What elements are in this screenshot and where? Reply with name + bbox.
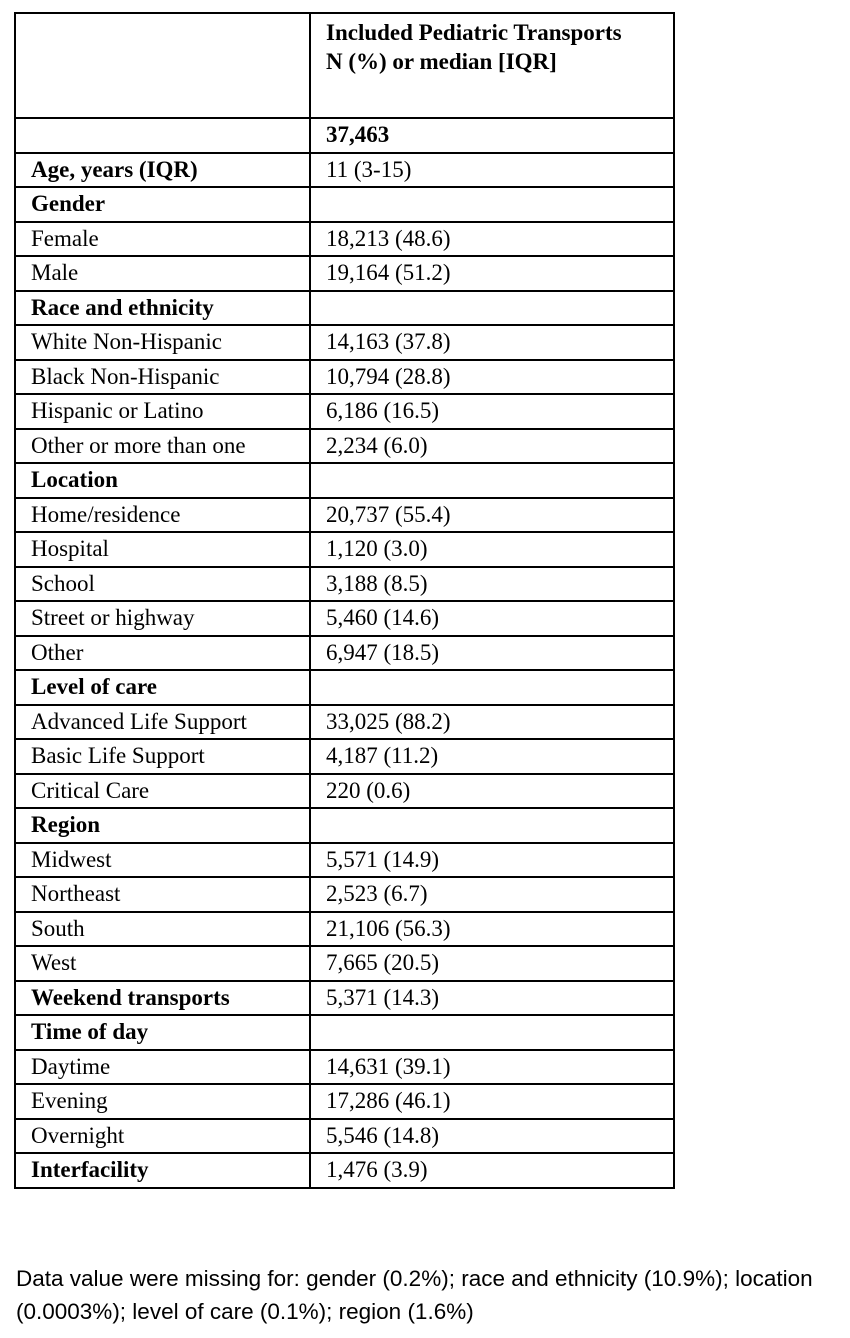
- table-row: [15, 429, 674, 464]
- row-label-cell: South: [15, 912, 310, 947]
- row-value-cell: 5,371 (14.3): [310, 981, 674, 1016]
- table-row: [15, 739, 674, 774]
- row-value-cell: 14,631 (39.1): [310, 1050, 674, 1085]
- row-label-cell: Other or more than one: [15, 429, 310, 464]
- table-row: [15, 498, 674, 533]
- footnote: Data value were missing for: gender (0.2%); race and ethnicity (10.9%); location (0.0003%); level of care (0.1%); region (1.6%): [16, 1266, 813, 1324]
- table-row: [15, 153, 674, 188]
- row-value-cell: [310, 187, 674, 222]
- row-label-cell: Northeast: [15, 877, 310, 912]
- table-row: [15, 912, 674, 947]
- row-label-cell: Female: [15, 222, 310, 257]
- row-label-cell: Region: [15, 808, 310, 843]
- row-value-cell: 10,794 (28.8): [310, 360, 674, 395]
- table-row: [15, 567, 674, 602]
- table-row: [15, 774, 674, 809]
- row-value-cell: 5,460 (14.6): [310, 601, 674, 636]
- row-value-cell: 3,188 (8.5): [310, 567, 674, 602]
- row-value-cell: 1,120 (3.0): [310, 532, 674, 567]
- table-row: [15, 1050, 674, 1085]
- table-row: [15, 670, 674, 705]
- table-row: [15, 636, 674, 671]
- header-cell: [310, 13, 674, 118]
- table-row: [15, 291, 674, 326]
- characteristics-table: [14, 12, 675, 1189]
- row-value-cell: [310, 1015, 674, 1050]
- table-row: [15, 705, 674, 740]
- row-label-cell: School: [15, 567, 310, 602]
- total-row: [15, 118, 674, 153]
- row-value-cell: 11 (3-15): [310, 153, 674, 188]
- row-value-cell: 220 (0.6): [310, 774, 674, 809]
- total-label-cell: [15, 118, 310, 153]
- row-label-cell: Home/residence: [15, 498, 310, 533]
- row-value-cell: [310, 291, 674, 326]
- row-value-cell: 17,286 (46.1): [310, 1084, 674, 1119]
- row-label-cell: Evening: [15, 1084, 310, 1119]
- row-value-cell: 20,737 (55.4): [310, 498, 674, 533]
- row-label-cell: Time of day: [15, 1015, 310, 1050]
- characteristics-table-container: [14, 12, 675, 1189]
- table-row: [15, 187, 674, 222]
- table-row: [15, 1119, 674, 1154]
- row-label-cell: Location: [15, 463, 310, 498]
- row-value-cell: 14,163 (37.8): [310, 325, 674, 360]
- row-label-cell: Gender: [15, 187, 310, 222]
- table-row: [15, 981, 674, 1016]
- row-label-cell: Daytime: [15, 1050, 310, 1085]
- row-label-cell: White Non-Hispanic: [15, 325, 310, 360]
- row-label-cell: Critical Care: [15, 774, 310, 809]
- row-label-cell: Street or highway: [15, 601, 310, 636]
- row-value-cell: 18,213 (48.6): [310, 222, 674, 257]
- row-value-cell: 5,571 (14.9): [310, 843, 674, 878]
- header-line-2: N (%) or median [IQR]: [326, 49, 557, 74]
- table-row: [15, 808, 674, 843]
- row-value-cell: 2,234 (6.0): [310, 429, 674, 464]
- row-label-cell: West: [15, 946, 310, 981]
- table-row: [15, 1153, 674, 1188]
- row-value-cell: [310, 463, 674, 498]
- table-row: [15, 1015, 674, 1050]
- table-row: [15, 843, 674, 878]
- row-value-cell: 6,186 (16.5): [310, 394, 674, 429]
- row-value-cell: 19,164 (51.2): [310, 256, 674, 291]
- table-row: [15, 325, 674, 360]
- row-value-cell: [310, 808, 674, 843]
- table-row: [15, 394, 674, 429]
- row-value-cell: 33,025 (88.2): [310, 705, 674, 740]
- table-row: [15, 360, 674, 395]
- row-label-cell: Other: [15, 636, 310, 671]
- header-line-1: Included Pediatric Transports: [326, 20, 622, 45]
- table-header-row: [15, 13, 674, 118]
- table-row: [15, 463, 674, 498]
- row-label-cell: Hispanic or Latino: [15, 394, 310, 429]
- row-label-cell: Hospital: [15, 532, 310, 567]
- table-row: [15, 222, 674, 257]
- row-label-cell: Advanced Life Support: [15, 705, 310, 740]
- row-value-cell: 7,665 (20.5): [310, 946, 674, 981]
- row-label-cell: Race and ethnicity: [15, 291, 310, 326]
- row-value-cell: 4,187 (11.2): [310, 739, 674, 774]
- row-label-cell: Black Non-Hispanic: [15, 360, 310, 395]
- row-value-cell: 5,546 (14.8): [310, 1119, 674, 1154]
- row-value-cell: 21,106 (56.3): [310, 912, 674, 947]
- row-value-cell: 6,947 (18.5): [310, 636, 674, 671]
- table-row: [15, 877, 674, 912]
- row-label-cell: Basic Life Support: [15, 739, 310, 774]
- total-value-cell: 37,463: [310, 118, 674, 153]
- row-label-cell: Level of care: [15, 670, 310, 705]
- row-value-cell: 1,476 (3.9): [310, 1153, 674, 1188]
- header-empty-cell: [15, 13, 310, 118]
- row-label-cell: Weekend transports: [15, 981, 310, 1016]
- table-row: [15, 946, 674, 981]
- row-label-cell: Male: [15, 256, 310, 291]
- table-body: [15, 13, 674, 1188]
- table-row: [15, 256, 674, 291]
- row-value-cell: 2,523 (6.7): [310, 877, 674, 912]
- row-label-cell: Age, years (IQR): [15, 153, 310, 188]
- row-label-cell: Midwest: [15, 843, 310, 878]
- table-row: [15, 601, 674, 636]
- row-label-cell: Interfacility: [15, 1153, 310, 1188]
- table-row: [15, 532, 674, 567]
- table-row: [15, 1084, 674, 1119]
- row-label-cell: Overnight: [15, 1119, 310, 1154]
- row-value-cell: [310, 670, 674, 705]
